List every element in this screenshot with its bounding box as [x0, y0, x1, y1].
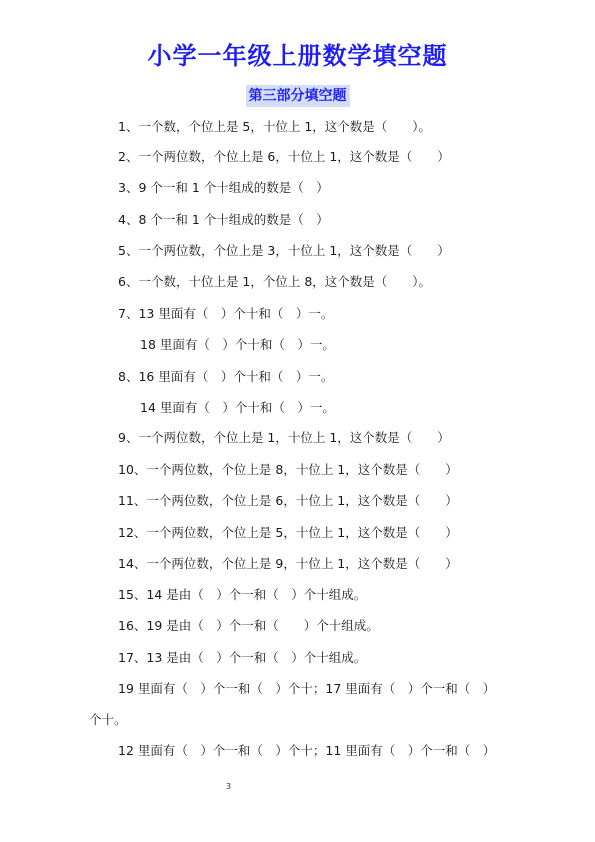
question-5: 5、一个两位数，个位上是 3，十位上 1，这个数是（ ） — [118, 243, 450, 258]
question-3: 3、9 个一和 1 个十组成的数是（ ） — [118, 180, 329, 195]
question-9: 9、一个两位数，个位上是 1，十位上 1，这个数是（ ） — [118, 430, 450, 445]
question-7: 7、13 里面有（ ）个十和（ ）一。 — [118, 306, 334, 321]
question-8: 8、16 里面有（ ）个十和（ ）一。 — [118, 369, 334, 384]
question-10: 10、一个两位数，个位上是 8，十位上 1，这个数是（ ） — [118, 462, 458, 477]
section-subtitle: 第三部分填空题 — [246, 85, 350, 107]
question-17: 17、13 是由（ ）个一和（ ）个十组成。 — [118, 650, 367, 665]
question-8-continued: 14 里面有（ ）个十和（ ）一。 — [140, 400, 335, 415]
question-14: 14、一个两位数，个位上是 9，十位上 1，这个数是（ ） — [118, 556, 458, 571]
subtitle-container — [0, 85, 595, 107]
document-title: 小学一年级上册数学填空题 — [147, 42, 448, 70]
question-19-17-continued: 个十。 — [89, 712, 127, 727]
question-12: 12、一个两位数，个位上是 5，十位上 1，这个数是（ ） — [118, 525, 458, 540]
question-7-continued: 18 里面有（ ）个十和（ ）一。 — [140, 337, 335, 352]
question-19-17: 19 里面有（ ）个一和（ ）个十；17 里面有（ ）个一和（ ） — [118, 681, 496, 696]
question-6: 6、一个数，十位上是 1，个位上 8，这个数是（ ）。 — [118, 274, 432, 289]
question-2: 2、一个两位数，个位上是 6，十位上 1，这个数是（ ） — [118, 149, 450, 164]
question-12-11: 12 里面有（ ）个一和（ ）个十；11 里面有（ ）个一和（ ） — [118, 743, 496, 758]
question-1: 1、一个数，个位上是 5，十位上 1，这个数是（ ）。 — [118, 119, 432, 134]
question-16: 16、19 是由（ ）个一和（ ）个十组成。 — [118, 618, 379, 633]
question-15: 15、14 是由（ ）个一和（ ）个十组成。 — [118, 587, 367, 602]
question-4: 4、8 个一和 1 个十组成的数是（ ） — [118, 212, 329, 227]
page-number: 3 — [226, 782, 232, 791]
question-11: 11、一个两位数，个位上是 6，十位上 1，这个数是（ ） — [118, 493, 458, 508]
